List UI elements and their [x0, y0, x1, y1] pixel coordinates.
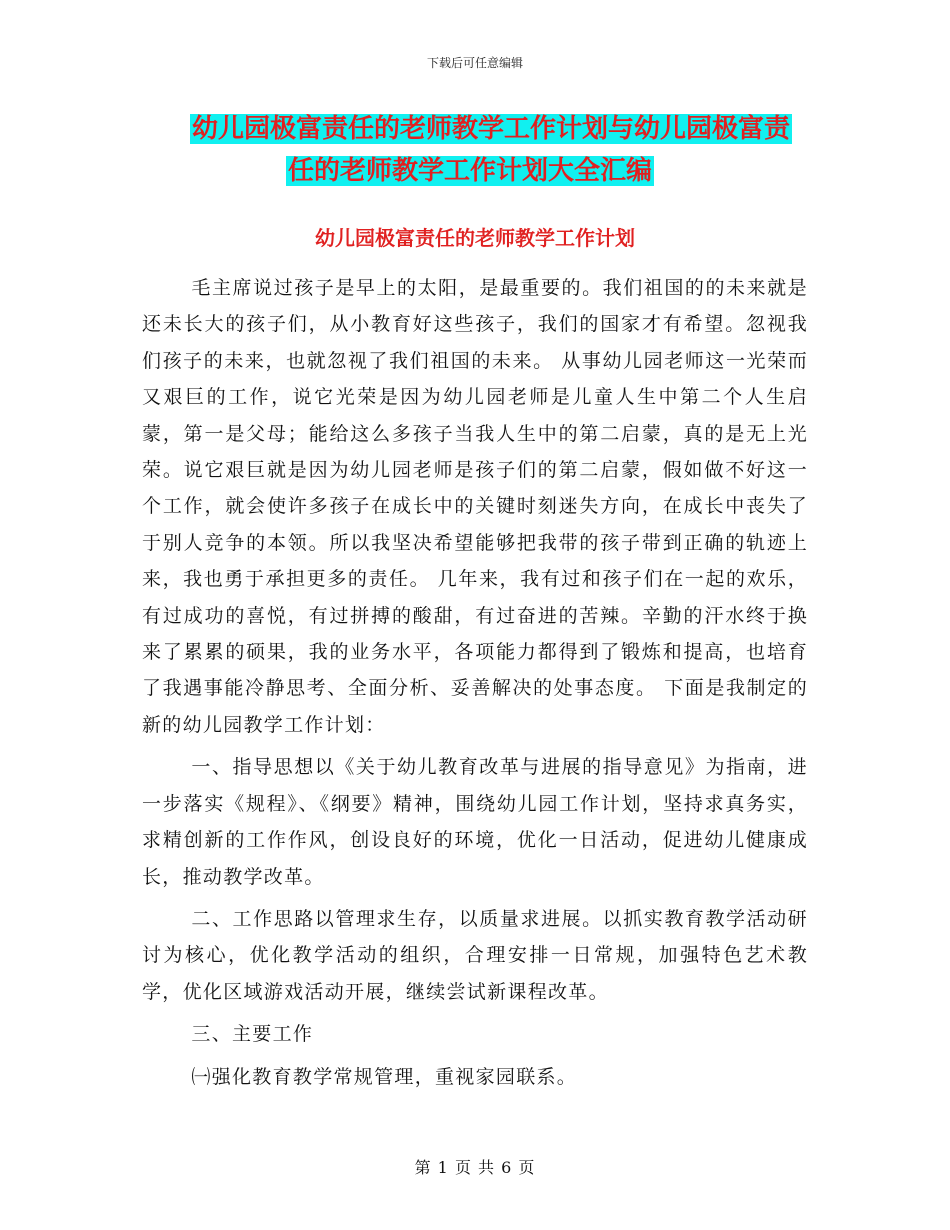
document-title [190, 108, 810, 192]
section-title: 幼儿园极富责任的老师教学工作计划 [315, 226, 635, 250]
title-line-2: 任的老师教学工作计划大全汇编 [288, 156, 653, 186]
paragraph-intro: 毛主席说过孩子是早上的太阳，是最重要的。我们祖国的的未来就是还未长大的孩子们，从小教育好这些孩子，我们的国家才有希望。忽视我们孩子的未来，也就忽视了我们祖国的未来。 从事幼儿园老师这一光荣而又艰巨的工作，说它光荣是因为幼儿园老师是儿童人生中第二个人生启蒙，第一是父母；能给这么多孩子当我人生中的第二启蒙，真的是无上光荣。说它艰巨就是因为幼儿园老师是孩子们的第二启蒙，假如做不好这一个工作，就会使许多孩子在成长中的关键时刻迷失方向，在成长中丧失了于别人竞争的本领。所以我坚决希望能够把我带的孩子带到正确的轨迹上来，我也勇于承担更多的责任。 几年来，我有过和孩子们在一起的欢乐，有过成功的喜悦，有过拼搏的酸甜，有过奋进的苦辣。辛勤的汗水终于换来了累累的硕果，我的业务水平，各项能力都得到了锻炼和提高，也培育了我遇事能冷静思考、全面分析、妥善解决的处事态度。 下面是我制定的新的幼儿园教学工作计划： [142, 277, 808, 736]
paragraph-guiding-thought: 一、指导思想以《关于幼儿教育改革与进展的指导意见》为指南，进一步落实《规程》、《纲要》精神，围绕幼儿园工作计划，坚持求真务实，求精创新的工作作风，创设良好的环境，优化一日活动，促进幼儿健康成长，推动教学改革。 [142, 756, 808, 888]
page-header-note: 下载后可任意编辑 [426, 56, 523, 70]
page-footer: 第 1 页 共 6 页 [414, 1158, 536, 1177]
title-line-1: 幼儿园极富责任的老师教学工作计划与幼儿园极富责 [192, 114, 791, 144]
document-body [142, 270, 808, 1095]
paragraph-main-work-heading: 三、主要工作 [191, 1023, 314, 1046]
paragraph-work-ideas: 二、工作思路以管理求生存，以质量求进展。以抓实教育教学活动研讨为核心，优化教学活动的组织，合理安排一日常规，加强特色艺术教学，优化区域游戏活动开展，继续尝试新课程改革。 [142, 907, 808, 1003]
paragraph-item-1: ㈠强化教育教学常规管理，重视家园联系。 [191, 1065, 578, 1088]
